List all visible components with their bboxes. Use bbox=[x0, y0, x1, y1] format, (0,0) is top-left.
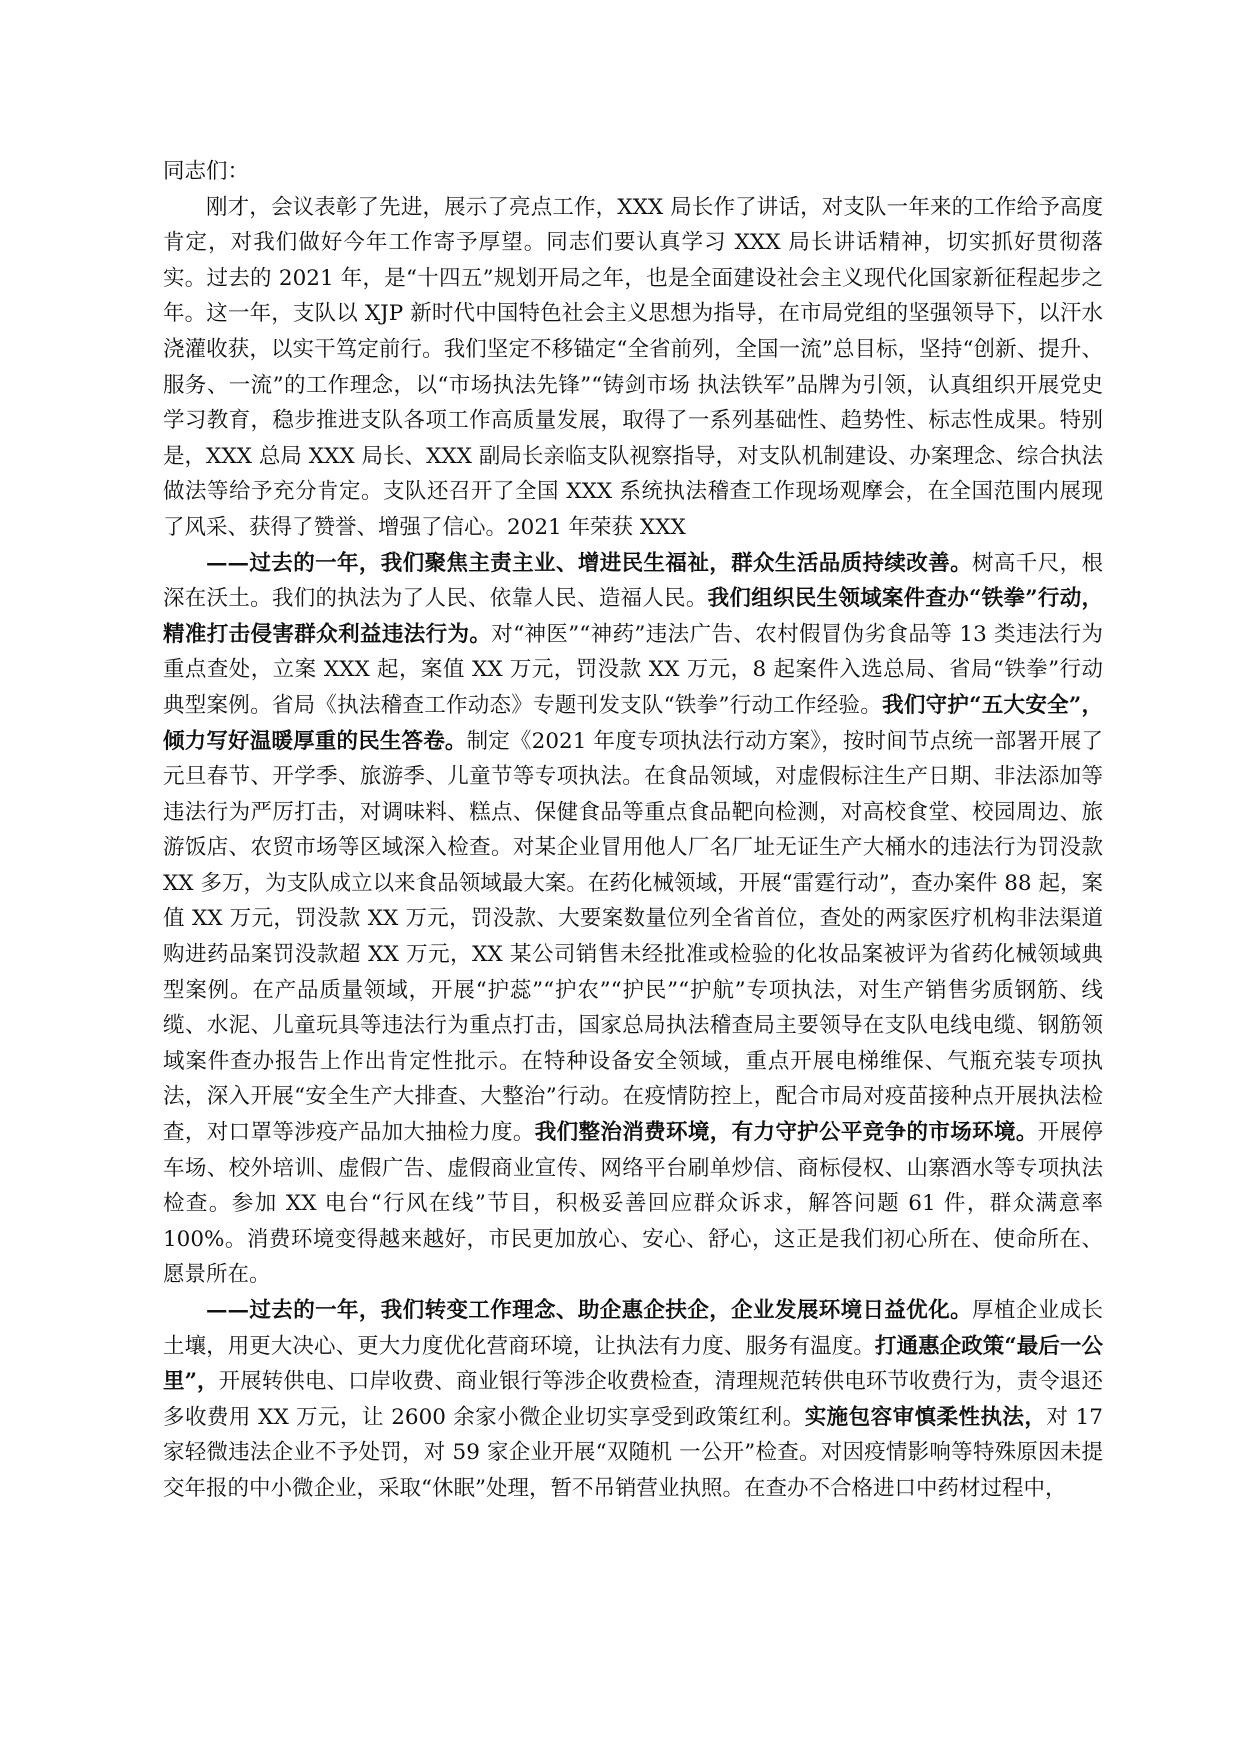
section-1-bold-2: 我们组织民生领域案件查办“铁拳”行动，精准打击侵害群众利益违法行为。 bbox=[163, 586, 1103, 647]
section-2-bold-2: 打通惠企政策“最后一公里”， bbox=[163, 1333, 1103, 1395]
section-1-bold-4: 我们整治消费环境，有力守护公平竞争的市场环境。 bbox=[534, 1120, 1038, 1146]
section-1-paragraph bbox=[163, 546, 1103, 1293]
section-2-text-3: 对 17 家轻微违法企业不予处罚，对 59 家企业开展“双随机 一公开”检查。对因疫情影响等特殊原因未提交年报的中小微企业，采取“休眠”处理，暂不吊销营业执照。在查办不合格进口中药材过程中， bbox=[163, 1404, 1103, 1501]
section-2-bold-3: 实施包容审慎柔性执法， bbox=[804, 1404, 1047, 1430]
section-1-text-2: 对“神医”“神药”违法广告、农村假冒伪劣食品等 13 类违法行为重点查处，立案 XXX 起，案值 XX 万元，罚没款 XX 万元，8 起案件入选总局、省局“铁拳”行动典型案例。省局《执法稽查工作动态》专题刊发支队“铁拳”行动工作经验。 bbox=[163, 621, 1103, 718]
section-2-text-2: 开展转供电、口岸收费、商业银行等涉企收费检查，清理规范转供电环节收费行为，责令退还多收费用 XX 万元，让 2600 余家小微企业切实享受到政策红利。 bbox=[163, 1369, 1103, 1430]
section-1-text-4: 开展停车场、校外培训、虚假广告、虚假商业宣传、网络平台刷单炒信、商标侵权、山寨酒水等专项执法检查。参加 XX 电台“行风在线”节目，积极妥善回应群众诉求，解答问题 61 件，群众满意率 100%。消费环境变得越来越好，市民更加放心、安心、舒心，这正是我们初心所在、使命所在、愿景所在。 bbox=[163, 1120, 1103, 1288]
document-page bbox=[163, 154, 1103, 1507]
section-1-bold-3: 我们守护“五大安全”，倾力写好温暖厚重的民生答卷。 bbox=[163, 692, 1103, 754]
intro-paragraph: 刚才，会议表彰了先进，展示了亮点工作，XXX 局长作了讲话，对支队一年来的工作给予高度肯定，对我们做好今年工作寄予厚望。同志们要认真学习 XXX 局长讲话精神，切实抓好贯彻落实。过去的 2021 年，是“十四五”规划开局之年，也是全面建设社会主义现代化国家新征程起步之年。这一年，支队以 XJP 新时代中国特色社会主义思想为指导，在市局党组的坚强领导下，以汗水浇灌收获，以实干笃定前行。我们坚定不移锚定“全省前列，全国一流”总目标，坚持“创新、提升、服务、一流”的工作理念，以“市场执法先锋”“铸剑市场 执法铁军”品牌为引领，认真组织开展党史学习教育，稳步推进支队各项工作高质量发展，取得了一系列基础性、趋势性、标志性成果。特别是，XXX 总局 XXX 局长、XXX 副局长亲临支队视察指导，对支队机制建设、办案理念、综合执法做法等给予充分肯定。支队还召开了全国 XXX 系统执法稽查工作现场观摩会，在全国范围内展现了风采、获得了赞誉、增强了信心。2021 年荣获 XXX bbox=[163, 194, 1103, 540]
section-1-text-3: 制定《2021 年度专项执法行动方案》，按时间节点统一部署开展了元旦春节、开学季、旅游季、儿童节等专项执法。在食品领域，对虚假标注生产日期、非法添加等违法行为严厉打击，对调味料、糕点、保健食品等重点食品靶向检测，对高校食堂、校园周边、旅游饭店、农贸市场等区域深入检查。对某企业冒用他人厂名厂址无证生产大桶水的违法行为罚没款 XX 多万，为支队成立以来食品领域最大案。在药化械领域，开展“雷霆行动”，查办案件 88 起，案值 XX 万元，罚没款 XX 万元，罚没款、大要案数量位列全省首位，查处的两家医疗机构非法渠道购进药品案罚没款超 XX 万元，XX 某公司销售未经批准或检验的化妆品案被评为省药化械领域典型案例。在产品质量领域，开展“护蕊”“护农”“护民”“护航”专项执法，对生产销售劣质钢筋、线缆、水泥、儿童玩具等违法行为重点打击，国家总局执法稽查局主要领导在支队电线电缆、钢筋领域案件查办报告上作出肯定性批示。在特种设备安全领域，重点开展电梯维保、气瓶充装专项执法，深入开展“安全生产大排查、大整治”行动。在疫情防控上，配合市局对疫苗接种点开展执法检查，对口罩等涉疫产品加大抽检力度。 bbox=[163, 728, 1103, 1146]
section-2-heading: ——过去的一年，我们转变工作理念、助企惠企扶企，企业发展环境日益优化。 bbox=[206, 1298, 972, 1323]
salutation: 同志们： bbox=[163, 159, 250, 184]
section-2-text-1: 厚植企业成长土壤，用更大决心、更大力度优化营商环境，让执法有力度、服务有温度。 bbox=[163, 1298, 1103, 1359]
section-1-text-1: 树高千尺，根深在沃土。我们的执法为了人民、依靠人民、造福人民。 bbox=[163, 550, 1103, 612]
section-2-paragraph bbox=[163, 1293, 1103, 1507]
section-1-heading: ——过去的一年，我们聚焦主责主业、增进民生福祉，群众生活品质持续改善。 bbox=[206, 550, 972, 576]
